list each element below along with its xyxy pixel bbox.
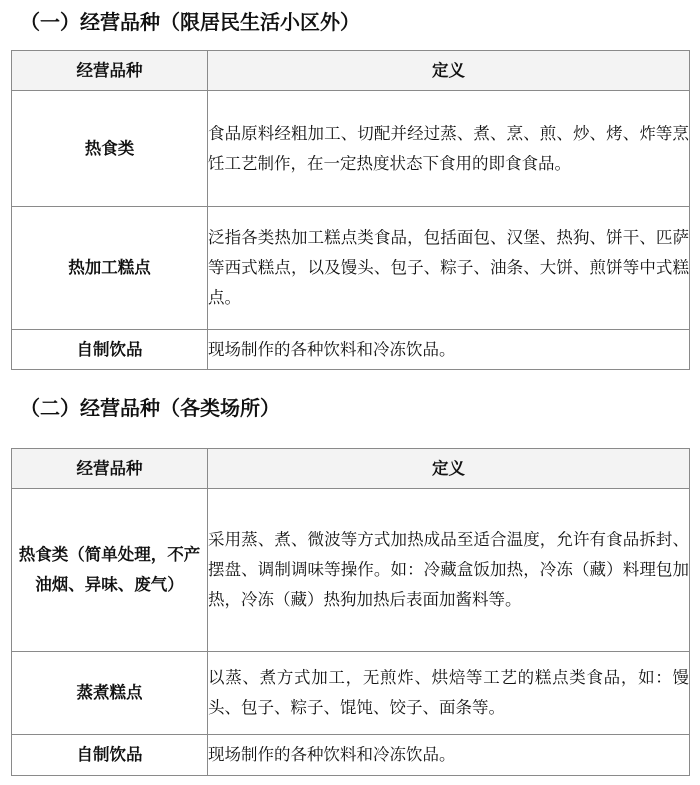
section-1-heading: （一）经营品种（限居民生活小区外）: [20, 10, 360, 34]
category-cell: 热加工糕点: [12, 207, 208, 330]
table-row: [12, 207, 690, 330]
definition-cell: 采用蒸、煮、微波等方式加热成品至适合温度，允许有食品拆封、摆盘、调制调味等操作。如：冷藏盒饭加热，冷冻（藏）料理包加热，冷冻（藏）热狗加热后表面加酱料等。: [208, 489, 690, 652]
header-definition: 定义: [208, 449, 690, 489]
header-category: 经营品种: [12, 51, 208, 91]
definition-cell: 泛指各类热加工糕点类食品，包括面包、汉堡、热狗、饼干、匹萨等西式糕点，以及馒头、包子、粽子、油条、大饼、煎饼等中式糕点。: [208, 207, 690, 330]
business-types-table-all-venues: [11, 448, 690, 776]
table-row: [12, 735, 690, 776]
table-header-row: [12, 51, 690, 91]
header-category: 经营品种: [12, 449, 208, 489]
table-row: [12, 330, 690, 370]
category-cell: 热食类（简单处理，不产油烟、异味、废气）: [12, 489, 208, 652]
table-row: [12, 91, 690, 207]
header-definition: 定义: [208, 51, 690, 91]
section-2-heading: （二）经营品种（各类场所）: [20, 396, 280, 420]
category-cell: 蒸煮糕点: [12, 652, 208, 735]
business-types-table-outside-residential: [11, 50, 690, 370]
category-cell: 自制饮品: [12, 735, 208, 776]
category-cell: 热食类: [12, 91, 208, 207]
table-row: [12, 489, 690, 652]
table-header-row: [12, 449, 690, 489]
table-row: [12, 652, 690, 735]
definition-cell: 现场制作的各种饮料和冷冻饮品。: [208, 330, 690, 370]
definition-cell: 以蒸、煮方式加工，无煎炸、烘焙等工艺的糕点类食品，如：馒头、包子、粽子、馄饨、饺子、面条等。: [208, 652, 690, 735]
definition-cell: 食品原料经粗加工、切配并经过蒸、煮、烹、煎、炒、烤、炸等烹饪工艺制作，在一定热度状态下食用的即食食品。: [208, 91, 690, 207]
category-cell: 自制饮品: [12, 330, 208, 370]
definition-cell: 现场制作的各种饮料和冷冻饮品。: [208, 735, 690, 776]
